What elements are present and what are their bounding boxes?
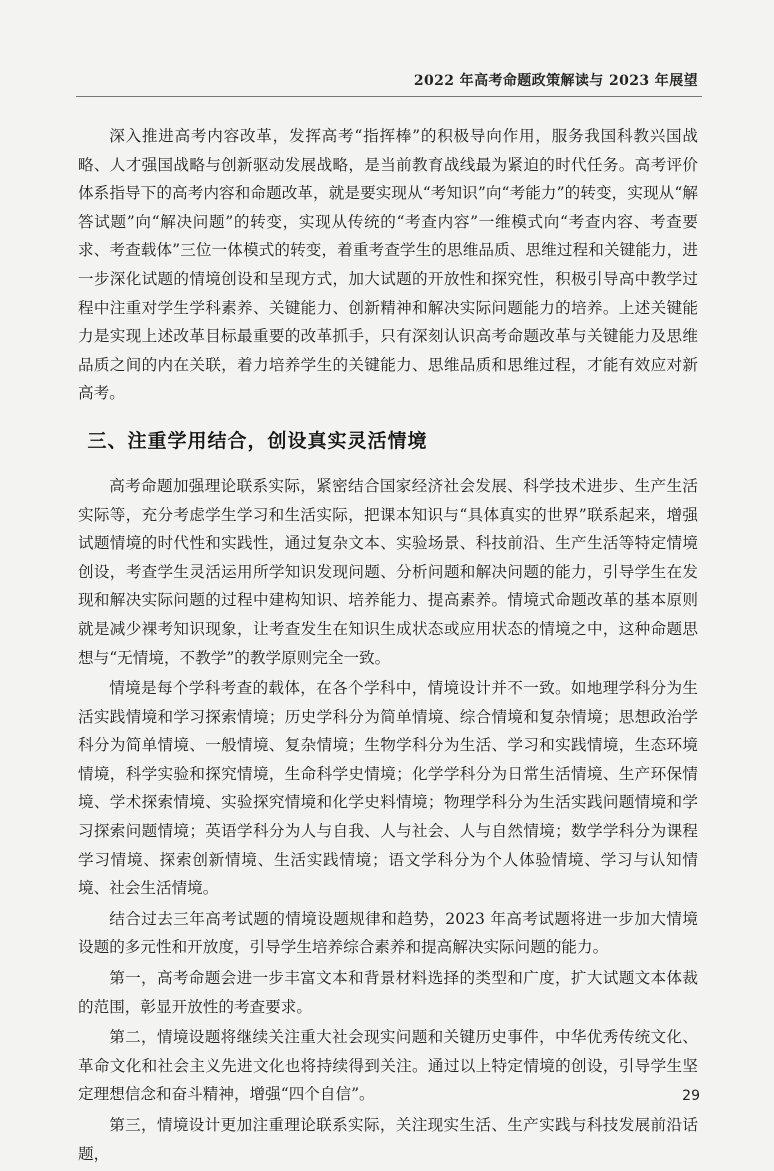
page-body <box>78 122 698 1168</box>
paragraph-6: 第三，情境设计更加注重理论联系实际，关注现实生活、生产实践与科技发展前沿话题， <box>78 1116 698 1163</box>
paragraph-4: 第一，高考命题会进一步丰富文本和背景材料选择的类型和广度，扩大试题文本体裁的范围，彰显开放性的考查要求。 <box>78 969 698 1016</box>
page-number: 29 <box>682 1088 700 1104</box>
paragraph-5: 第二，情境设题将继续关注重大社会现实问题和关键历史事件，中华优秀传统文化、革命文化和社会主义先进文化也将持续得到关注。通过以上特定情境的创设，引导学生坚定理想信念和奋斗精神，增强“四个自信”。 <box>78 1028 698 1104</box>
section-heading: 三、注重学用结合，创设真实灵活情境 <box>87 429 428 452</box>
paragraph-intro: 深入推进高考内容改革，发挥高考“指挥棒”的积极导向作用，服务我国科教兴国战略、人才强国战略与创新驱动发展战略，是当前教育战线最为紧迫的时代任务。高考评价体系指导下的高考内容和命题改革，就是要实现从“考知识”向“考能力”的转变，实现从“解答试题”向“解决问题”的转变，实现从传统的“考查内容”一维模式向“考查内容、考查要求、考查载体”三位一体模式的转变，着重考查学生的思维品质、思维过程和关键能力，进一步深化试题的情境创设和呈现方式，加大试题的开放性和探究性，积极引导高中教学过程中注重对学生学科素养、关键能力、创新精神和解决实际问题能力的培养。上述关键能力是实现上述改革目标最重要的改革抓手，只有深刻认识高考命题改革与关键能力及思维品质之间的内在关联，着力培养学生的关键能力、思维品质和思维过程，才能有效应对新高考。 <box>78 127 698 403</box>
header-rule <box>76 96 702 97</box>
running-head: 2022 年高考命题政策解读与 2023 年展望 <box>413 73 698 89</box>
paragraph-2: 情境是每个学科考查的载体，在各个学科中，情境设计并不一致。如地理学科分为生活实践情境和学习探索情境；历史学科分为简单情境、综合情境和复杂情境；思想政治学科分为简单情境、一般情境、复杂情境；生物学科分为生活、学习和实践情境，生态环境情境，科学实验和探究情境，生命科学史情境；化学学科分为日常生活情境、生产环保情境、学术探索情境、实验探究情境和化学史料情境；物理学科分为生活实践问题情境和学习探索问题情境；英语学科分为人与自我、人与社会、人与自然情境；数学学科分为课程学习情境、探索创新情境、生活实践情境；语文学科分为个人体验情境、学习与认知情境、社会生活情境。 <box>78 679 698 898</box>
paragraph-3: 结合过去三年高考试题的情境设题规律和趋势，2023 年高考试题将进一步加大情境设题的多元性和开放度，引导学生培养综合素养和提高解决实际问题的能力。 <box>78 909 698 957</box>
paragraph-1: 高考命题加强理论联系实际，紧密结合国家经济社会发展、科学技术进步、生产生活实际等，充分考虑学生学习和生活实际，把课本知识与“具体真实的世界”联系起来，增强试题情境的时代性和实践性，通过复杂文本、实验场景、科技前沿、生产生活等特定情境创设，考查学生灵活运用所学知识发现问题、分析问题和解决问题的能力，引导学生在发现和解决实际问题的过程中建构知识、培养能力、提高素养。情境式命题改革的基本原则就是减少裸考知识现象，让考查发生在知识生成状态或应用状态的情境之中，这种命题思想与“无情境，不教学”的教学原则完全一致。 <box>78 476 698 667</box>
